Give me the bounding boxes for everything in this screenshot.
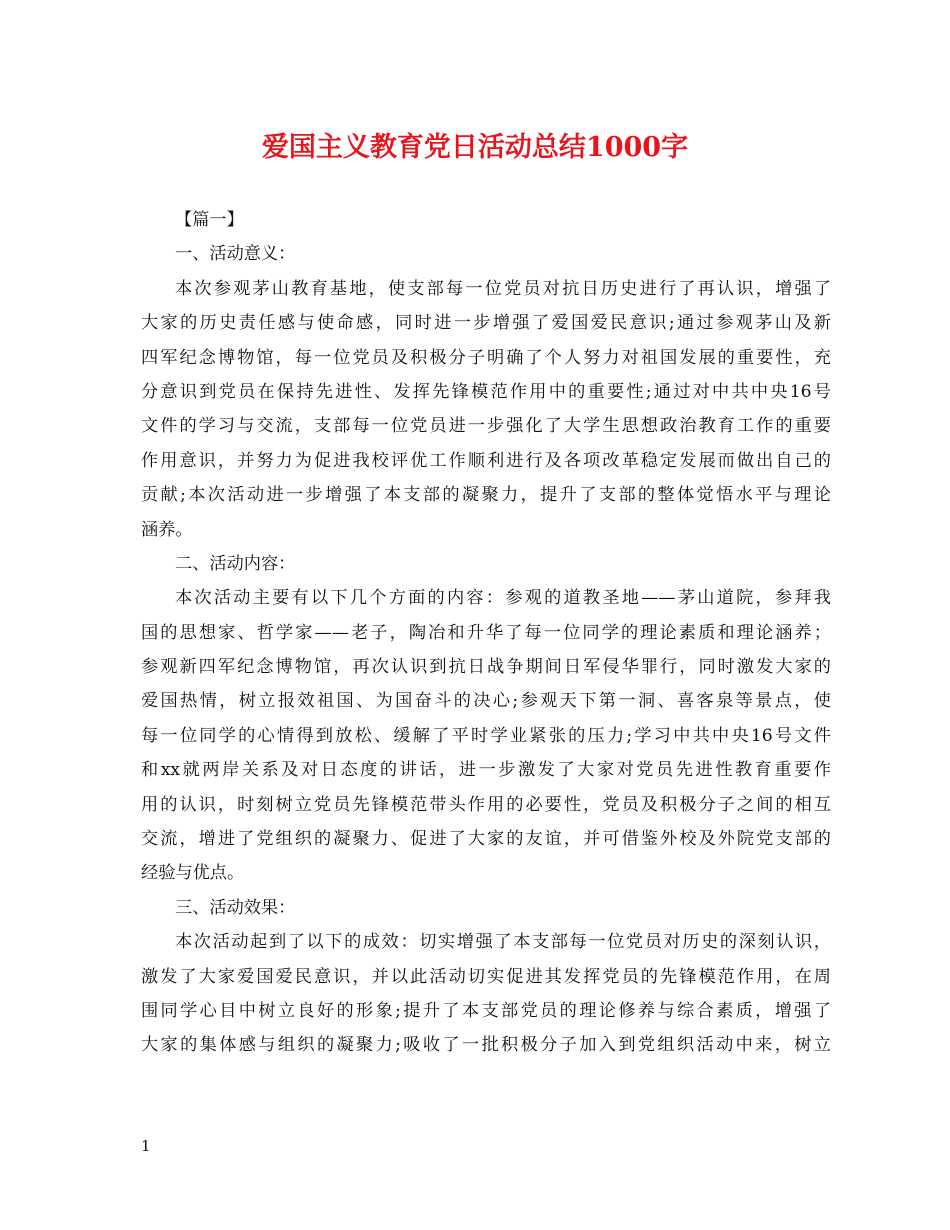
page-number: 1 bbox=[141, 1137, 151, 1155]
part-label: 【篇一】 bbox=[175, 210, 244, 230]
paragraph-line: 本次参观茅山教育基地，使支部每一位党员对抗日历史进行了再认识，增强了 bbox=[175, 278, 831, 299]
paragraph-line: 每一位同学的心情得到放松、缓解了平时学业紧张的压力;学习中共中央16号文件 bbox=[141, 725, 831, 746]
paragraph-line: 本次活动起到了以下的成效：切实增强了本支部每一位党员对历史的深刻认识， bbox=[175, 932, 831, 953]
paragraph-line: 用的认识，时刻树立党员先锋模范带头作用的必要性，党员及积极分子之间的相互 bbox=[141, 794, 831, 815]
paragraph-line: 本次活动主要有以下几个方面的内容：参观的道教圣地——茅山道院，参拜我 bbox=[175, 588, 831, 609]
paragraph-line: 交流，增进了党组织的凝聚力、促进了大家的友谊，并可借鉴外校及外院党支部的 bbox=[141, 829, 831, 850]
paragraph-line: 文件的学习与交流，支部每一位党员进一步强化了大学生思想政治教育工作的重要 bbox=[141, 416, 831, 437]
paragraph-line: 四军纪念博物馆，每一位党员及积极分子明确了个人努力对祖国发展的重要性，充 bbox=[141, 347, 831, 368]
section-heading: 一、活动意义： bbox=[175, 244, 296, 265]
section-heading: 三、活动效果： bbox=[175, 897, 296, 918]
paragraph-line: 作用意识，并努力为促进我校评优工作顺利进行及各项改革稳定发展而做出自己的 bbox=[141, 450, 831, 471]
paragraph-line: 参观新四军纪念博物馆，再次认识到抗日战争期间日军侵华罪行，同时激发大家的 bbox=[141, 657, 831, 678]
paragraph-line: 经验与优点。 bbox=[141, 863, 245, 884]
paragraph-line: 大家的集体感与组织的凝聚力;吸收了一批积极分子加入到党组织活动中来，树立 bbox=[141, 1035, 831, 1056]
paragraph-line: 涵养。 bbox=[141, 519, 193, 540]
paragraph-line: 和xx就两岸关系及对日态度的讲话，进一步激发了大家对党员先进性教育重要作 bbox=[141, 760, 831, 781]
section-heading: 二、活动内容： bbox=[175, 553, 296, 574]
paragraph-line: 国的思想家、哲学家——老子，陶冶和升华了每一位同学的理论素质和理论涵养； bbox=[141, 622, 831, 643]
document-body bbox=[141, 203, 831, 1063]
document-title: 爱国主义教育党日活动总结1000字 bbox=[261, 132, 689, 163]
paragraph-line: 贡献;本次活动进一步增强了本支部的凝聚力，提升了支部的整体觉悟水平与理论 bbox=[141, 485, 831, 506]
paragraph-line: 分意识到党员在保持先进性、发挥先锋模范作用中的重要性;通过对中共中央16号 bbox=[141, 381, 831, 402]
paragraph-line: 激发了大家爱国爱民意识，并以此活动切实促进其发挥党员的先锋模范作用，在周 bbox=[141, 966, 831, 987]
paragraph-line: 爱国热情，树立报效祖国、为国奋斗的决心;参观天下第一洞、喜客泉等景点，使 bbox=[141, 691, 831, 712]
paragraph-line: 大家的历史责任感与使命感，同时进一步增强了爱国爱民意识;通过参观茅山及新 bbox=[141, 313, 831, 334]
paragraph-line: 围同学心目中树立良好的形象;提升了本支部党员的理论修养与综合素质，增强了 bbox=[141, 1000, 831, 1021]
